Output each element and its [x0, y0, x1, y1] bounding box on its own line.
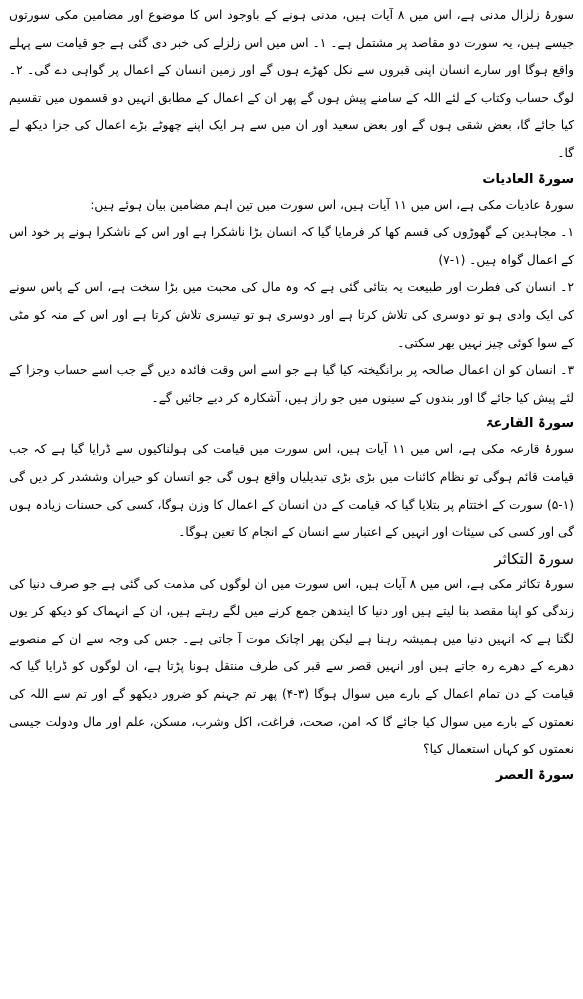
paragraph-adiyat-point-3: ۳۔ انسان کو ان اعمال صالحہ پر برانگیختہ کیا گیا ہے جو اسے اس وقت فائدہ دیں گے جب اسے حساب وجزا کے لئے پیش کیا جائے گا اور بندوں کے سینوں میں جو راز ہیں، آشکارہ کر دیے جائیں گے۔ — [9, 363, 574, 405]
paragraph-qariah: سورۂ قارعہ مکی ہے، اس میں ۱۱ آیات ہیں، اس سورت میں قیامت کی ہولناکیوں سے ڈرایا گیا ہے کہ جب قیامت قائم ہوگی تو نظام کائنات میں بڑی بڑی تبدیلیاں واقع ہوں گی جو انسان کو حیران وششدر کر دیں گی (۱-۵) سورت کے اختتام پر بتلایا گیا کہ قیامت کے دن انسان کے اعمال کا وزن ہوگا، کسی کی حسنات زیادہ ہوں گی اور کسی کی سیئات اور انہیں کے اعتبار سے انسان کے انجام کا تعین ہوگا۔ — [9, 442, 574, 540]
paragraph-takathur: سورۂ تکاثر مکی ہے، اس میں ۸ آیات ہیں، اس سورت میں ان لوگوں کی مذمت کی گئی ہے جو صرف دنیا کی زندگی کو اپنا مقصد بنا لیتے ہیں اور دنیا کا ایندھن جمع کرنے میں لگے رہتے ہیں، ان کے انہماک کو دیکھ کر یوں لگتا ہے کہ انہیں دنیا میں ہمیشہ رہنا ہے لیکن پھر اچانک موت آ جاتی ہے۔ جس کی وجہ سے ان کے منصوبے دھرے کے دھرے رہ جاتے ہیں اور انہیں قصر سے قبر کی طرف منتقل ہونا پڑتا ہے، ان لوگوں کو ڈرایا گیا کہ قیامت کے دن تمام اعمال کے بارے میں سوال ہوگا (۳-۴) پھر تم جہنم کو ضرور دیکھو گے اور تم سے اللہ کی نعمتوں کے بارے میں سوال کیا جائے گا کہ امن، صحت، فراغت، اکل وشرب، مسکن، علم اور مال ودولت جیسی نعمتوں کو کہاں استعمال کیا؟ — [9, 576, 575, 757]
paragraph-zalzal-intro: سورۂ زلزال مدنی ہے، اس میں ۸ آیات ہیں، مدنی ہونے کے باوجود اس کا موضوع اور مضامین مکی سورتوں جیسے ہیں، یہ سورت دو مقاصد پر مشتمل ہے۔ ۱۔ اس میں اس زلزلے کی خبر دی گئی ہے جو قیامت سے پہلے واقع ہوگا اور سارے انسان اپنی قبروں سے نکل کھڑے ہوں گے اور زمین انسان کے اعمال پر گواہی دے گی۔ ۲۔ لوگ حساب وکتاب کے لئے اللہ کے سامنے پیش ہوں گے پھر ان کے اعمال کے مطابق انہیں دو قسموں میں تقسیم کیا جائے گا، بعض شقی ہوں گے اور بعض سعید اور ان میں سے ہر ایک اپنے چھوٹے بڑے اعمال کی جزا دیکھ لے گا۔ — [9, 8, 574, 160]
heading-takathur: سورۃ التکاثر — [494, 549, 574, 568]
heading-qariah: سورۃ القارعۃ — [485, 416, 574, 432]
paragraph-adiyat-point-1: ۱۔ مجاہدین کے گھوڑوں کی قسم کھا کر فرمایا گیا کہ انسان بڑا ناشکرا ہے اور اس کے ناشکرا ہونے پر خود اس کے اعمال گواہ ہیں۔ (۱-۷) — [9, 225, 574, 267]
heading-adiyat: سورۃ العادیات — [482, 171, 574, 187]
paragraph-adiyat-intro: سورۂ عادیات مکی ہے، اس میں ۱۱ آیات ہیں، اس سورت میں تین اہم مضامین بیان ہوئے ہیں: — [90, 197, 574, 212]
paragraph-adiyat-point-2: ۲۔ انسان کی فطرت اور طبیعت یہ بتائی گئی ہے کہ وہ مال کی محبت میں بڑا سخت ہے، اس کے پاس سونے کی ایک وادی ہو تو دوسری کی تلاش کرتا ہے اور دوسری ہو تو تیسری تلاش کرتا ہے اور اس کے منہ کو مٹی کے سوا کوئی چیز نہیں بھر سکتی۔ — [9, 280, 574, 350]
heading-asr: سورۃ العصر — [495, 767, 574, 783]
